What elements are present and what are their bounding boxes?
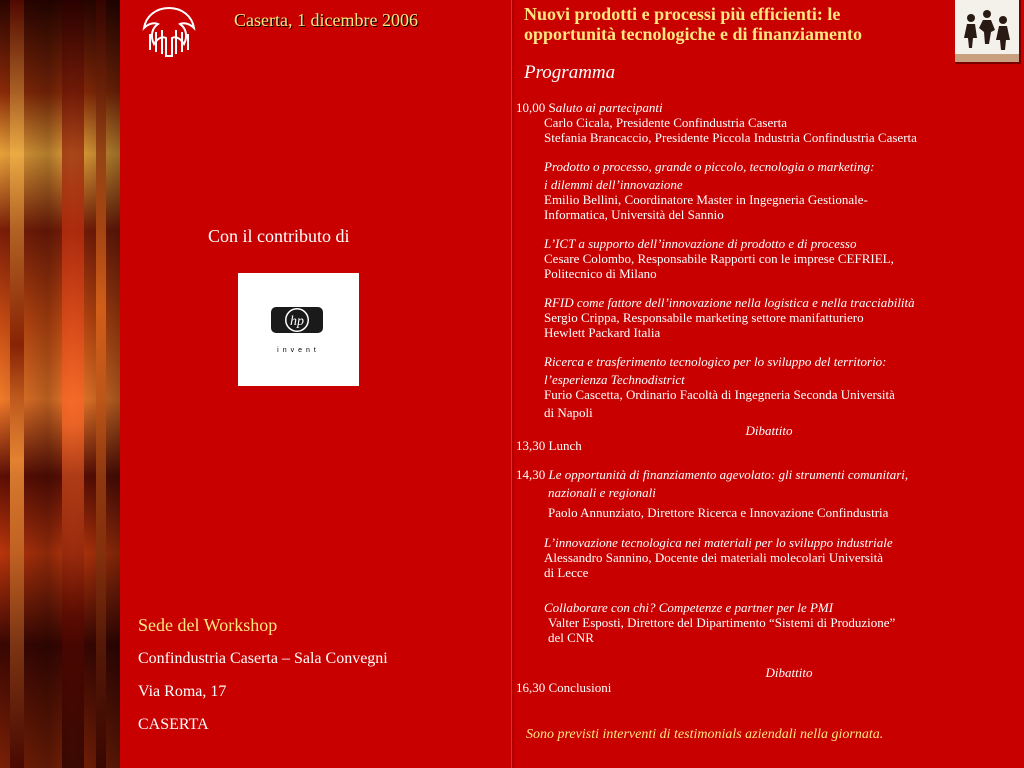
speaker-line: Sergio Crippa, Responsabile marketing settore manifatturiero	[544, 310, 864, 325]
column-divider	[511, 0, 514, 768]
workshop-title-line: opportunità tecnologiche e di finanziamento	[524, 24, 862, 44]
header-photo	[955, 0, 1021, 64]
people-icon	[955, 0, 1019, 62]
talk-title: RFID come fattore dell’innovazione nella logistica e nella tracciabilità	[544, 295, 915, 310]
speaker-line: Paolo Annunziato, Direttore Ricerca e Innovazione Confindustria	[548, 505, 889, 520]
hp-tagline: invent	[277, 347, 320, 354]
conclusions: 16,30 Conclusioni	[516, 680, 612, 695]
confindustria-logo-icon	[138, 4, 200, 60]
workshop-title-line: Nuovi prodotti e processi più efficienti: le	[524, 4, 841, 24]
speaker-line: Valter Esposti, Direttore del Dipartimento “Sistemi di Produzione”	[548, 615, 896, 630]
venue-line: CASERTA	[138, 716, 209, 733]
speaker-line: Hewlett Packard Italia	[544, 325, 661, 340]
workshop-title	[524, 4, 964, 44]
hp-logo-icon	[271, 307, 323, 333]
session-title: Le opportunità di finanziamento agevolato: gli strumenti comunitari,	[548, 467, 909, 482]
sponsor-logo	[238, 273, 359, 386]
venue-line: Confindustria Caserta – Sala Convegni	[138, 650, 388, 667]
talk-title: Collaborare con chi? Competenze e partner per le PMI	[544, 600, 834, 615]
venue-title: Sede del Workshop	[138, 615, 278, 635]
venue-block	[138, 615, 388, 749]
speaker-line: Informatica, Università del Sannio	[544, 207, 724, 222]
speaker-line: Cesare Colombo, Responsabile Rapporti con le imprese CEFRIEL,	[544, 251, 894, 266]
speaker-line: di Napoli	[544, 405, 593, 420]
talk-title: L’ICT a supporto dell’innovazione di prodotto e di processo	[544, 236, 857, 251]
talk-title: Prodotto o processo, grande o piccolo, tecnologia o marketing:	[544, 159, 875, 174]
program-title: Programma	[524, 62, 616, 83]
session-time: 10,00 S	[516, 100, 556, 115]
program-list	[516, 100, 1022, 695]
program-item	[516, 100, 1022, 115]
hp-logo-text: hp	[290, 314, 304, 329]
talk-title: L’innovazione tecnologica nei materiali per lo sviluppo industriale	[544, 535, 893, 550]
speaker-line: Stefania Brancaccio, Presidente Piccola Industria Confindustria Caserta	[544, 130, 917, 145]
debate-label: Dibattito	[765, 665, 813, 680]
event-date: Caserta, 1 dicembre 2006	[234, 10, 418, 30]
speaker-line: Alessandro Sannino, Docente dei materiali molecolari Università	[544, 550, 883, 565]
session-time: 14,30	[516, 467, 546, 482]
light-band	[96, 0, 106, 768]
lunch-break: 13,30 Lunch	[516, 438, 582, 453]
session-title: nazionali e regionali	[548, 485, 656, 500]
talk-title: l’esperienza Technodistrict	[544, 372, 685, 387]
contribution-label: Con il contributo di	[208, 226, 350, 246]
talk-title: i dilemmi dell’innovazione	[544, 177, 683, 192]
venue-line: Via Roma, 17	[138, 683, 227, 700]
decorative-light-strip	[0, 0, 120, 768]
talk-title: Ricerca e trasferimento tecnologico per lo sviluppo del territorio:	[544, 354, 887, 369]
light-band	[10, 0, 24, 768]
session-title: aluto ai partecipanti	[555, 100, 663, 115]
speaker-line: di Lecce	[544, 565, 589, 580]
closing-note: Sono previsti interventi di testimonials aziendali nella giornata.	[526, 727, 884, 742]
speaker-line: Carlo Cicala, Presidente Confindustria Caserta	[544, 115, 787, 130]
light-band	[62, 0, 84, 768]
debate-label: Dibattito	[745, 423, 793, 438]
speaker-line: Furio Cascetta, Ordinario Facoltà di Ingegneria Seconda Università	[544, 387, 895, 402]
speaker-line: del CNR	[548, 630, 594, 645]
speaker-line: Politecnico di Milano	[544, 266, 657, 281]
program-item	[516, 467, 1022, 482]
speaker-line: Emilio Bellini, Coordinatore Master in Ingegneria Gestionale-	[544, 192, 868, 207]
